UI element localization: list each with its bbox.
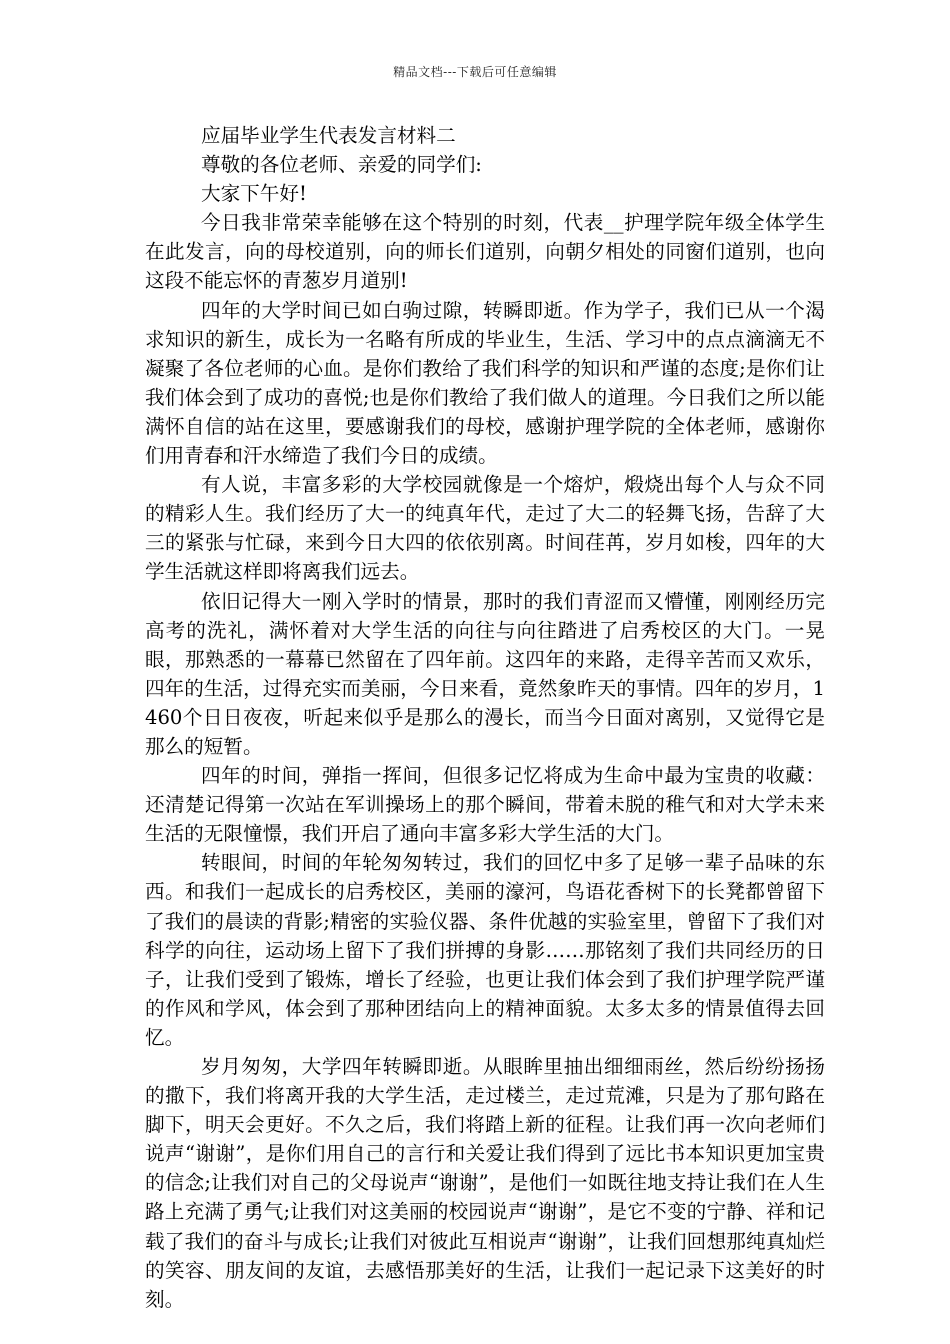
paragraph: 四年的时间，弹指一挥间，但很多记忆将成为生命中最为宝贵的收藏：还清楚记得第一次站在军训操场上的那个瞬间，带着未脱的稚气和对大学未来生活的无限憧憬，我们开启了通向丰富多彩大学生活的大门。: [145, 764, 825, 846]
greeting: 大家下午好!: [201, 182, 307, 206]
paragraph: 岁月匆匆，大学四年转瞬即逝。从眼眸里抽出细细雨丝，然后纷纷扬扬的撒下，我们将离开我的大学生活，走过楼兰，走过荒滩，只是为了那句路在脚下，明天会更好。不久之后，我们将踏上新的征程。让我们再一次向老师们说声“谢谢”，是你们用自己的言行和关爱让我们得到了远比书本知识更加宝贵的信念;让我们对自己的父母说声“谢谢”，是他们一如既往地支持让我们在人生路上充满了勇气;让我们对这美丽的校园说声“谢谢”，是它不变的宁静、祥和记载了我们的奋斗与成长;让我们对彼此互相说声“谢谢”，让我们回想那纯真灿烂的笑容、朋友间的友谊，去感悟那美好的生活，让我们一起记录下这美好的时刻。: [145, 1055, 825, 1311]
page-header: 精品文档---下载后可任意编辑: [393, 65, 557, 79]
document-body: [145, 121, 825, 1314]
salutation: 尊敬的各位老师、亲爱的同学们:: [201, 153, 482, 177]
paragraph: 转眼间，时间的年轮匆匆转过，我们的回忆中多了足够一辈子品味的东西。和我们一起成长的启秀校区，美丽的濠河，鸟语花香树下的长凳都曾留下了我们的晨读的背影;精密的实验仪器、条件优越的实验室里，曾留下了我们对科学的向往，运动场上留下了我们拼搏的身影……那铭刻了我们共同经历的日子，让我们受到了锻炼，增长了经验，也更让我们体会到了我们护理学院严谨的作风和学风，体会到了那种团结向上的精神面貌。太多太多的情景值得去回忆。: [145, 851, 825, 1049]
paragraph: 有人说，丰富多彩的大学校园就像是一个熔炉，煅烧出每个人与众不同的精彩人生。我们经历了大一的纯真年代，走过了大二的轻舞飞扬，告辞了大三的紧张与忙碌，来到今日大四的依依别离。时间荏苒，岁月如梭，四年的大学生活就这样即将离我们远去。: [145, 473, 825, 584]
document-title: 应届毕业学生代表发言材料二: [201, 124, 456, 147]
paragraph: 今日我非常荣幸能够在这个特别的时刻，代表__护理学院年级全体学生在此发言，向的母校道别，向的师长们道别，向朝夕相处的同窗们道别，也向这段不能忘怀的青葱岁月道别!: [145, 211, 825, 293]
paragraph: 依旧记得大一刚入学时的情景，那时的我们青涩而又懵懂，刚刚经历完高考的洗礼，满怀着对大学生活的向往与向往踏进了启秀校区的大门。一晃眼，那熟悉的一幕幕已然留在了四年前。这四年的来路，走得辛苦而又欢乐，四年的生活，过得充实而美丽，今日来看，竟然象昨天的事情。四年的岁月，1460个日日夜夜，听起来似乎是那么的漫长，而当今日面对离别，又觉得它是那么的短暂。: [145, 589, 825, 758]
paragraph: 四年的大学时间已如白驹过隙，转瞬即逝。作为学子，我们已从一个渴求知识的新生，成长为一名略有所成的毕业生，生活、学习中的点点滴滴无不凝聚了各位老师的心血。是你们教给了我们科学的知识和严谨的态度;是你们让我们体会到了成功的喜悦;也是你们教给了我们做人的道理。今日我们之所以能满怀自信的站在这里，要感谢我们的母校，感谢护理学院的全体老师，感谢你们用青春和汗水缔造了我们今日的成绩。: [145, 298, 825, 468]
